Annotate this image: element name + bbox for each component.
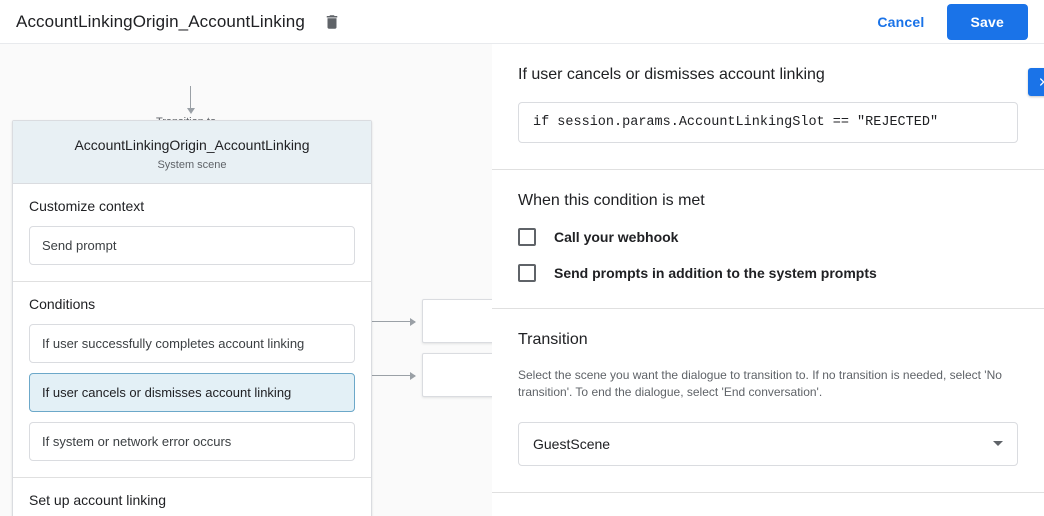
transition-heading: Transition: [518, 331, 588, 348]
scene-canvas: [0, 44, 492, 516]
linked-scene-card[interactable]: [422, 299, 492, 343]
when-condition-met-block: [492, 170, 1044, 309]
trash-icon[interactable]: [319, 9, 345, 35]
cancel-button[interactable]: Cancel: [877, 13, 925, 30]
send-prompt-item[interactable]: Send prompt: [29, 226, 355, 265]
details-panel: [492, 44, 1044, 516]
scene-node-header: [13, 121, 371, 184]
send-prompts-label: Send prompts in addition to the system prompts: [554, 265, 877, 281]
section-title: Customize context: [29, 198, 145, 214]
chevron-down-icon[interactable]: [993, 441, 1003, 446]
linked-scene-card[interactable]: [422, 353, 492, 397]
when-condition-met-heading: When this condition is met: [518, 192, 705, 209]
call-webhook-label: Call your webhook: [554, 229, 679, 245]
checkbox-icon[interactable]: [518, 228, 536, 246]
call-webhook-checkbox-row[interactable]: [518, 228, 1018, 246]
scene-node-subtitle: System scene: [157, 159, 227, 171]
condition-block: [492, 44, 1044, 170]
condition-item-success[interactable]: If user successfully completes account linking: [29, 324, 355, 363]
checkbox-icon[interactable]: [518, 264, 536, 282]
incoming-transition-arrow: [190, 86, 191, 110]
section-title: Set up account linking: [29, 492, 166, 508]
condition-item-cancel[interactable]: If user cancels or dismisses account linking: [29, 373, 355, 412]
transition-scene-value: GuestScene: [533, 435, 611, 452]
condition-expression-input[interactable]: if session.params.AccountLinkingSlot == "REJECTED": [518, 102, 1018, 143]
scene-node-title: AccountLinkingOrigin_AccountLinking: [74, 137, 310, 153]
transition-description: Select the scene you want the dialogue to transition to. If no transition is needed, select 'No transition'. To end the dialogue, select 'End conversation'.: [518, 368, 1002, 400]
section-title: Conditions: [29, 296, 96, 312]
chevron-right-icon[interactable]: [1028, 68, 1044, 96]
scene-node-card[interactable]: [12, 120, 372, 516]
section-account-linking: [13, 478, 371, 516]
condition-item-error[interactable]: If system or network error occurs: [29, 422, 355, 461]
section-customize-context: [13, 184, 371, 282]
save-button[interactable]: Save: [947, 4, 1029, 40]
condition-heading: If user cancels or dismisses account linking: [518, 66, 825, 83]
transition-scene-select[interactable]: [518, 422, 1018, 466]
top-bar: [0, 0, 1044, 44]
section-conditions: [13, 282, 371, 478]
send-prompts-checkbox-row[interactable]: [518, 264, 1018, 282]
transition-block: [492, 309, 1044, 493]
page-title: AccountLinkingOrigin_AccountLinking: [16, 11, 305, 31]
